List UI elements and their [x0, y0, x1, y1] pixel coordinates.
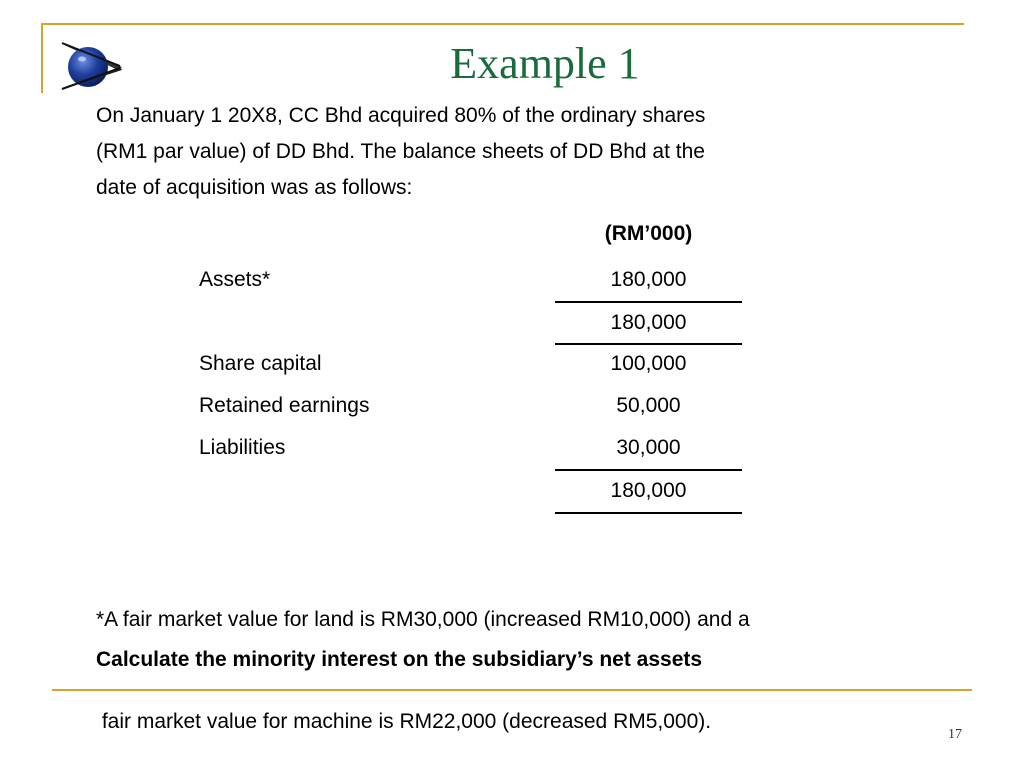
- table-rule: [555, 512, 742, 514]
- frame-top-line: [41, 23, 964, 25]
- frame-bottom-line: [52, 689, 972, 691]
- row-label-liabilities: Liabilities: [199, 436, 286, 459]
- intro-paragraph: [96, 98, 896, 206]
- row-value-retained-earnings: 50,000: [616, 394, 681, 417]
- intro-line: On January 1 20X8, CC Bhd acquired 80% of the ordinary shares: [96, 104, 706, 127]
- row-value-share-capital: 100,000: [610, 352, 687, 375]
- intro-line: date of acquisition was as follows:: [96, 176, 413, 199]
- table-rule: [555, 343, 742, 345]
- question-text: Calculate the minority interest on the subsidiary’s net assets: [96, 648, 703, 671]
- note-line: fair market value for machine is RM22,000 (decreased RM5,000).: [96, 710, 712, 733]
- row-label-share-capital: Share capital: [199, 352, 322, 375]
- row-value-total-equity-liabilities: 180,000: [610, 479, 687, 502]
- row-value-assets: 180,000: [610, 268, 687, 291]
- row-label-assets: Assets*: [199, 268, 271, 291]
- row-value-total-assets: 180,000: [610, 311, 687, 334]
- page-number: 17: [948, 727, 962, 742]
- table-header-unit: (RM’000): [604, 222, 693, 245]
- row-value-liabilities: 30,000: [616, 436, 681, 459]
- row-label-retained-earnings: Retained earnings: [199, 394, 370, 417]
- slide-title: Example 1: [450, 39, 640, 88]
- intro-line: (RM1 par value) of DD Bhd. The balance sheets of DD Bhd at the: [96, 140, 705, 163]
- table-rule: [555, 469, 742, 471]
- note-line: *A fair market value for land is RM30,000 (increased RM10,000) and a: [96, 608, 750, 631]
- table-rule: [555, 301, 742, 303]
